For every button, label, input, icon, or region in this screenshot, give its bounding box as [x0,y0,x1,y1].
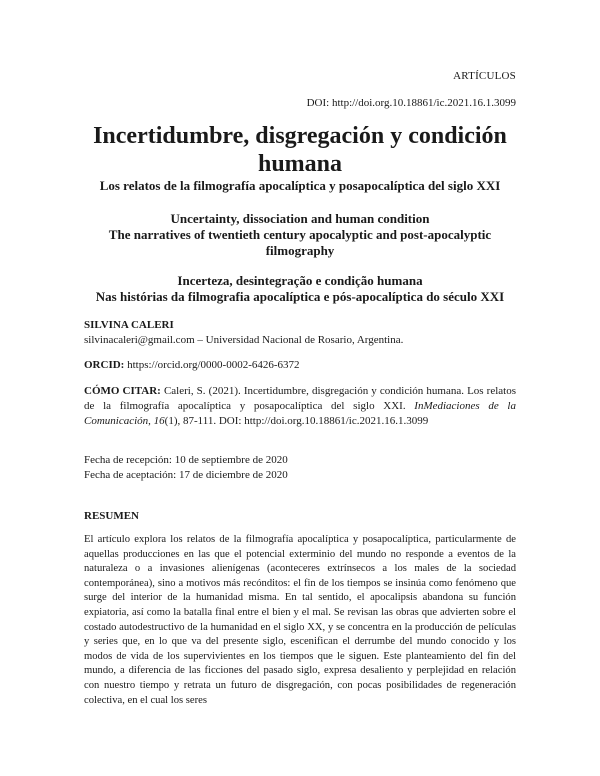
citation-text-2: (1), 87-111. DOI: http://doi.org.10.18861/ic.2021.16.1.3099 [164,415,429,427]
english-title: Uncertainty, dissociation and human condition [170,211,430,226]
section-label: ARTÍCULOS [453,70,516,82]
portuguese-title: Incerteza, desintegração e condição humana [177,273,423,288]
citation-comma: , [148,415,154,427]
citation-label: CÓMO CITAR: [84,385,161,397]
abstract-heading: RESUMEN [84,510,140,522]
received-date: Fecha de recepción: 10 de septiembre de 2020 [84,454,288,466]
accepted-date: Fecha de aceptación: 17 de diciembre de 2020 [84,469,288,481]
orcid-label: ORCID: [84,359,125,371]
portuguese-subtitle: Nas histórias da filmografia apocalíptica e pós-apocalíptica do século XXI [95,289,505,304]
citation-text-1: Caleri, S. (2021). Incertidumbre, disgregación y condición humana. Los relatos de la filmografía apocalíptica y posapocalíptica del siglo XXI. [84,385,516,412]
citation-volume: 16 [153,415,165,427]
dates-block [84,453,516,483]
orcid-link[interactable]: https://orcid.org/0000-0002-6426-6372 [124,359,300,371]
english-subtitle: The narratives of twentieth century apocalyptic and post-apocalyptic filmography [108,227,492,258]
article-subtitle: Los relatos de la filmografía apocalíptica y posapocalíptica del siglo XXI [99,178,501,193]
abstract-text: El artículo explora los relatos de la filmografía apocalíptica y posapocalíptica, particularmente de aquellas producciones en las que el potencial exterminio del mundo no responde a eventos de la naturaleza o a invasiones alienígenas (aconteceres extrínsecos a los males de la sociedad contemporánea), sino a motivos más recónditos: el fin de los tiempos se insinúa como fenómeno que surge del interior de la humanidad misma. En tal sentido, el apocalipsis abandona su función expiatoria, así como la batalla final entre el bien y el mal. Se revisan las obras que advierten sobre el costado autodestructivo de la humanidad en el siglo XX, y se concentra en la producción de películas y series que, en lo que va del presente siglo, escenifican el derrumbe del mundo conocido y los modos de vida de los supervivientes en los tiempos que le siguen. Este planteamiento del fin del mundo, a diferencia de las ficciones del pasado siglo, expresa desaliento y perplejidad en relación con nuestro tiempo y retrata un futuro de disgregación, con pocas posibilidades de regeneración colectiva, en el cual los seres [84,534,516,706]
orcid-line [84,358,516,373]
author-affiliation: silvinacaleri@gmail.com – Universidad Nacional de Rosario, Argentina. [84,334,404,346]
citation-block [84,384,516,429]
english-title-block [84,211,516,259]
header-doi[interactable]: DOI: http://doi.org.10.18861/ic.2021.16.1.3099 [306,97,516,109]
portuguese-title-block [84,273,516,305]
article-title: Incertidumbre, disgregación y condición humana [93,123,507,177]
citation-journal: InMediaciones de la Comunicación [84,400,516,427]
author-name: SILVINA CALERI [84,319,174,331]
